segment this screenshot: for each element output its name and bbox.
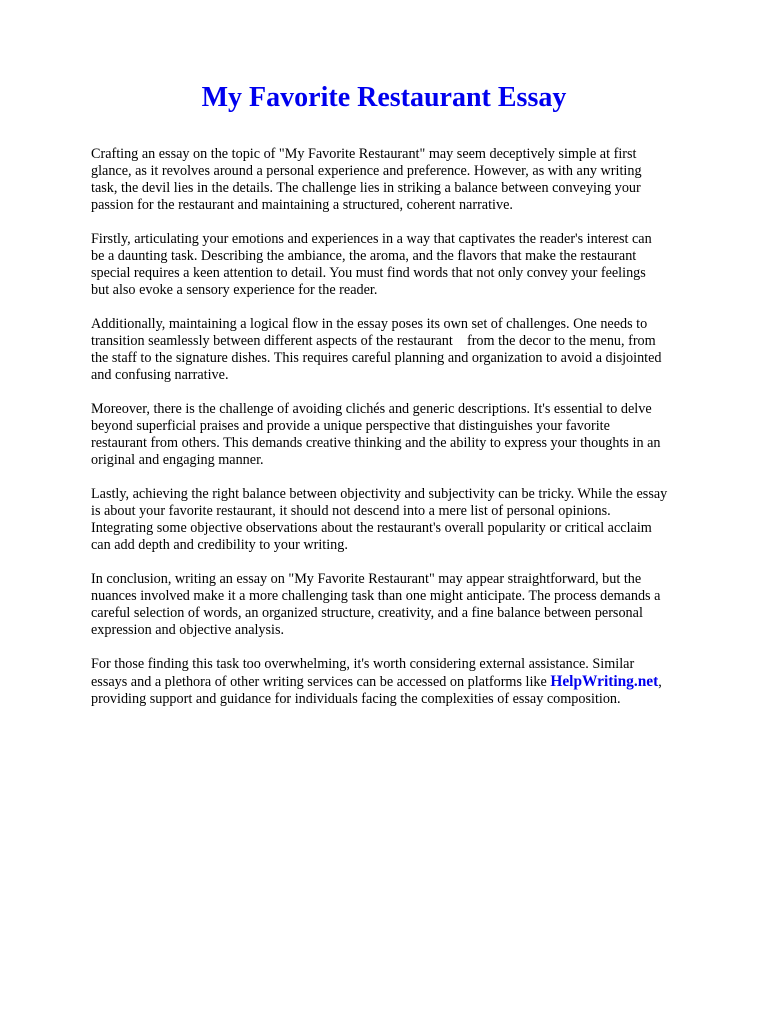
essay-body	[91, 146, 725, 725]
paragraph-1: Crafting an essay on the topic of "My Favorite Restaurant" may seem deceptively simple at first glance, as it revolves around a personal experience and preference. However, as with any writing task, the devil lies in the details. The challenge lies in striking a balance between conveying your passion for the restaurant and maintaining a structured, coherent narrative.	[91, 146, 642, 213]
paragraph-3: Additionally, maintaining a logical flow in the essay poses its own set of challenges. One needs to transition seamlessly between different aspects of the restaurant from the decor to the menu, from the staff to the signature dishes. This requires careful planning and organization to avoid a disjointed and confusing narrative.	[91, 316, 662, 383]
paragraph-6: In conclusion, writing an essay on "My Favorite Restaurant" may appear straightforward, but the nuances involved make it a more challenging task than one might anticipate. The process demands a careful selection of words, an organized structure, creativity, and a fine balance between personal expression and objective analysis.	[91, 571, 661, 638]
paragraph-5: Lastly, achieving the right balance between objectivity and subjectivity can be tricky. While the essay is about your favorite restaurant, it should not descend into a mere list of personal opinions. Integrating some objective observations about the restaurant's overall popularity or critical acclaim can add depth and credibility to your writing.	[91, 486, 668, 553]
closing-text-after-link: , providing support and guidance for individuals facing the complexities of essay composition.	[91, 674, 662, 707]
helpwriting-link[interactable]: HelpWriting.net	[550, 673, 659, 690]
paragraph-closing	[91, 656, 725, 708]
paragraph-4: Moreover, there is the challenge of avoiding clichés and generic descriptions. It's essential to delve beyond superficial praises and provide a unique perspective that distinguishes your favorite restaurant from others. This demands creative thinking and the ability to express your thoughts in an original and engaging manner.	[91, 401, 661, 468]
paragraph-2: Firstly, articulating your emotions and experiences in a way that captivates the reader's interest can be a daunting task. Describing the ambiance, the aroma, and the flavors that make the restaurant special requires a keen attention to detail. You must find words that not only convey your feelings but also evoke a sensory experience for the reader.	[91, 231, 652, 298]
page-title: My Favorite Restaurant Essay	[201, 82, 567, 113]
closing-text-before-link: For those finding this task too overwhelming, it's worth considering external assistance. Similar essays and a plethora of other writing services can be accessed on platforms like	[91, 656, 635, 690]
